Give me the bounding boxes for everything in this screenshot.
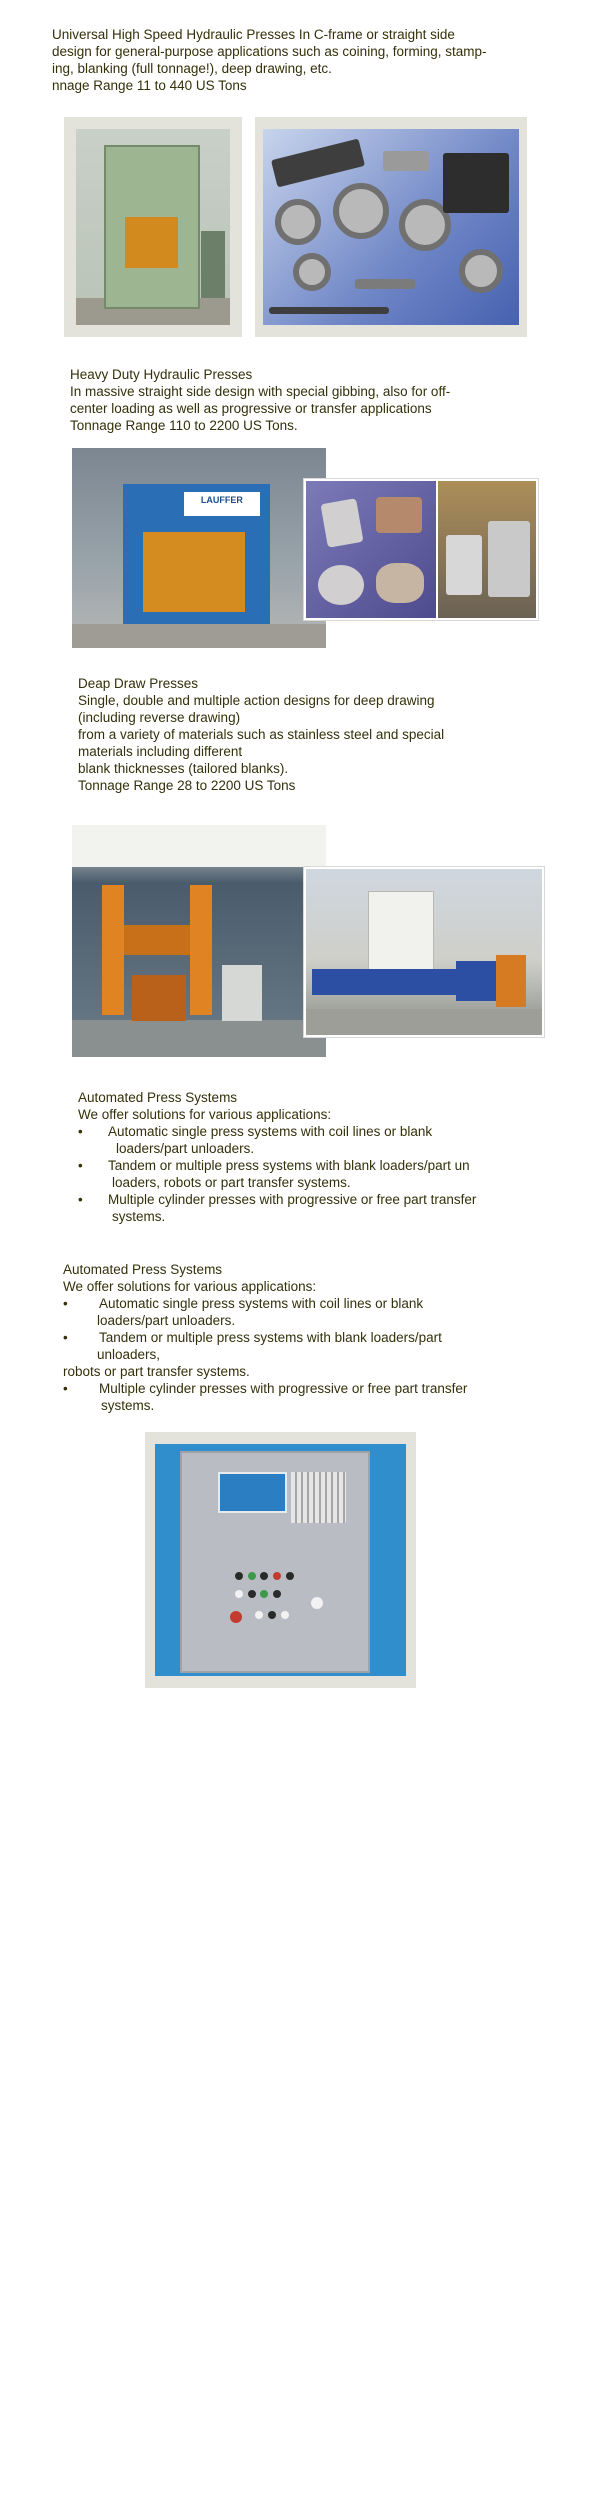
text-line: blank thicknesses (tailored blanks). xyxy=(78,761,289,776)
text-line: ing, blanking (full tonnage!), deep drawing, etc. xyxy=(52,61,332,76)
section-universal-presses xyxy=(52,26,487,94)
list-item-text: Multiple cylinder presses with progressive or free part transfer xyxy=(108,1192,477,1207)
image-frame-drawn-products xyxy=(303,478,539,621)
list-item xyxy=(78,1123,476,1140)
list-item-text: loaders, robots or part transfer systems. xyxy=(112,1175,351,1190)
press-logo: LAUFFER xyxy=(184,492,260,516)
section-heading: Automated Press Systems xyxy=(78,1090,238,1105)
bullet: • xyxy=(78,1158,83,1173)
list-item xyxy=(63,1329,467,1346)
section-automated-press-systems-repeat xyxy=(63,1261,467,1414)
list-item xyxy=(63,1380,467,1397)
list-item-text: Tandem or multiple press systems with blank loaders/part un xyxy=(108,1158,470,1173)
section-heading: Automated Press Systems xyxy=(63,1262,223,1277)
text-line: Tonnage Range 28 to 2200 US Tons xyxy=(78,778,296,793)
list-item-text: robots or part transfer systems. xyxy=(63,1364,250,1379)
list-item-text: loaders/part unloaders. xyxy=(97,1313,236,1328)
section-heading: Deap Draw Presses xyxy=(78,676,199,691)
list-item-text: Automatic single press systems with coil lines or blank xyxy=(108,1124,433,1139)
c-frame-press-photo xyxy=(76,129,230,325)
image-frame-stamped-parts xyxy=(255,117,527,337)
text-line: center loading as well as progressive or transfer applications xyxy=(70,401,432,416)
stamped-parts-photo xyxy=(263,129,519,325)
list-item xyxy=(63,1295,467,1312)
bullet: • xyxy=(63,1330,68,1345)
heavy-duty-press-photo xyxy=(72,448,326,648)
text-line: design for general-purpose applications such as coining, forming, stamp- xyxy=(52,44,487,59)
bullet: • xyxy=(63,1296,68,1311)
list-item-text: unloaders, xyxy=(97,1347,161,1362)
list-item-text: systems. xyxy=(112,1209,166,1224)
section-automated-press-systems xyxy=(78,1089,476,1225)
text-line: Single, double and multiple action designs for deep drawing xyxy=(78,693,435,708)
drawn-products-photo xyxy=(306,481,436,618)
section-heavy-duty-presses xyxy=(70,366,450,434)
list-item-text: Multiple cylinder presses with progressive or free part transfer xyxy=(99,1381,468,1396)
kitchen-products-photo xyxy=(438,481,536,618)
deep-draw-press-photo xyxy=(72,825,326,1057)
section-deep-draw-presses xyxy=(78,675,444,794)
intro-text: We offer solutions for various applications: xyxy=(63,1279,317,1294)
intro-text: We offer solutions for various applications: xyxy=(78,1107,332,1122)
text-line: (including reverse drawing) xyxy=(78,710,241,725)
text-line: from a variety of materials such as stainless steel and special xyxy=(78,727,445,742)
list-item-text: loaders/part unloaders. xyxy=(116,1141,255,1156)
image-frame-c-frame-press xyxy=(64,117,242,337)
list-item xyxy=(78,1157,476,1174)
bullet: • xyxy=(78,1192,83,1207)
text-line: Universal High Speed Hydraulic Presses In C-frame or straight side xyxy=(52,27,455,42)
text-line: materials including different xyxy=(78,744,243,759)
text-line: In massive straight side design with special gibbing, also for off- xyxy=(70,384,451,399)
bullet: • xyxy=(78,1124,83,1139)
image-frame-press-line xyxy=(303,866,545,1038)
text-line: Tonnage Range 110 to 2200 US Tons. xyxy=(70,418,298,433)
control-panel-photo xyxy=(155,1444,406,1676)
press-line-photo xyxy=(306,869,542,1035)
list-item xyxy=(78,1191,476,1208)
list-item-text: Tandem or multiple press systems with blank loaders/part xyxy=(99,1330,442,1345)
text-line: nnage Range 11 to 440 US Tons xyxy=(52,78,247,93)
bullet: • xyxy=(63,1381,68,1396)
section-heading: Heavy Duty Hydraulic Presses xyxy=(70,367,253,382)
list-item-text: Automatic single press systems with coil lines or blank xyxy=(99,1296,424,1311)
image-frame-control-panel xyxy=(145,1432,416,1688)
list-item-text: systems. xyxy=(101,1398,155,1413)
